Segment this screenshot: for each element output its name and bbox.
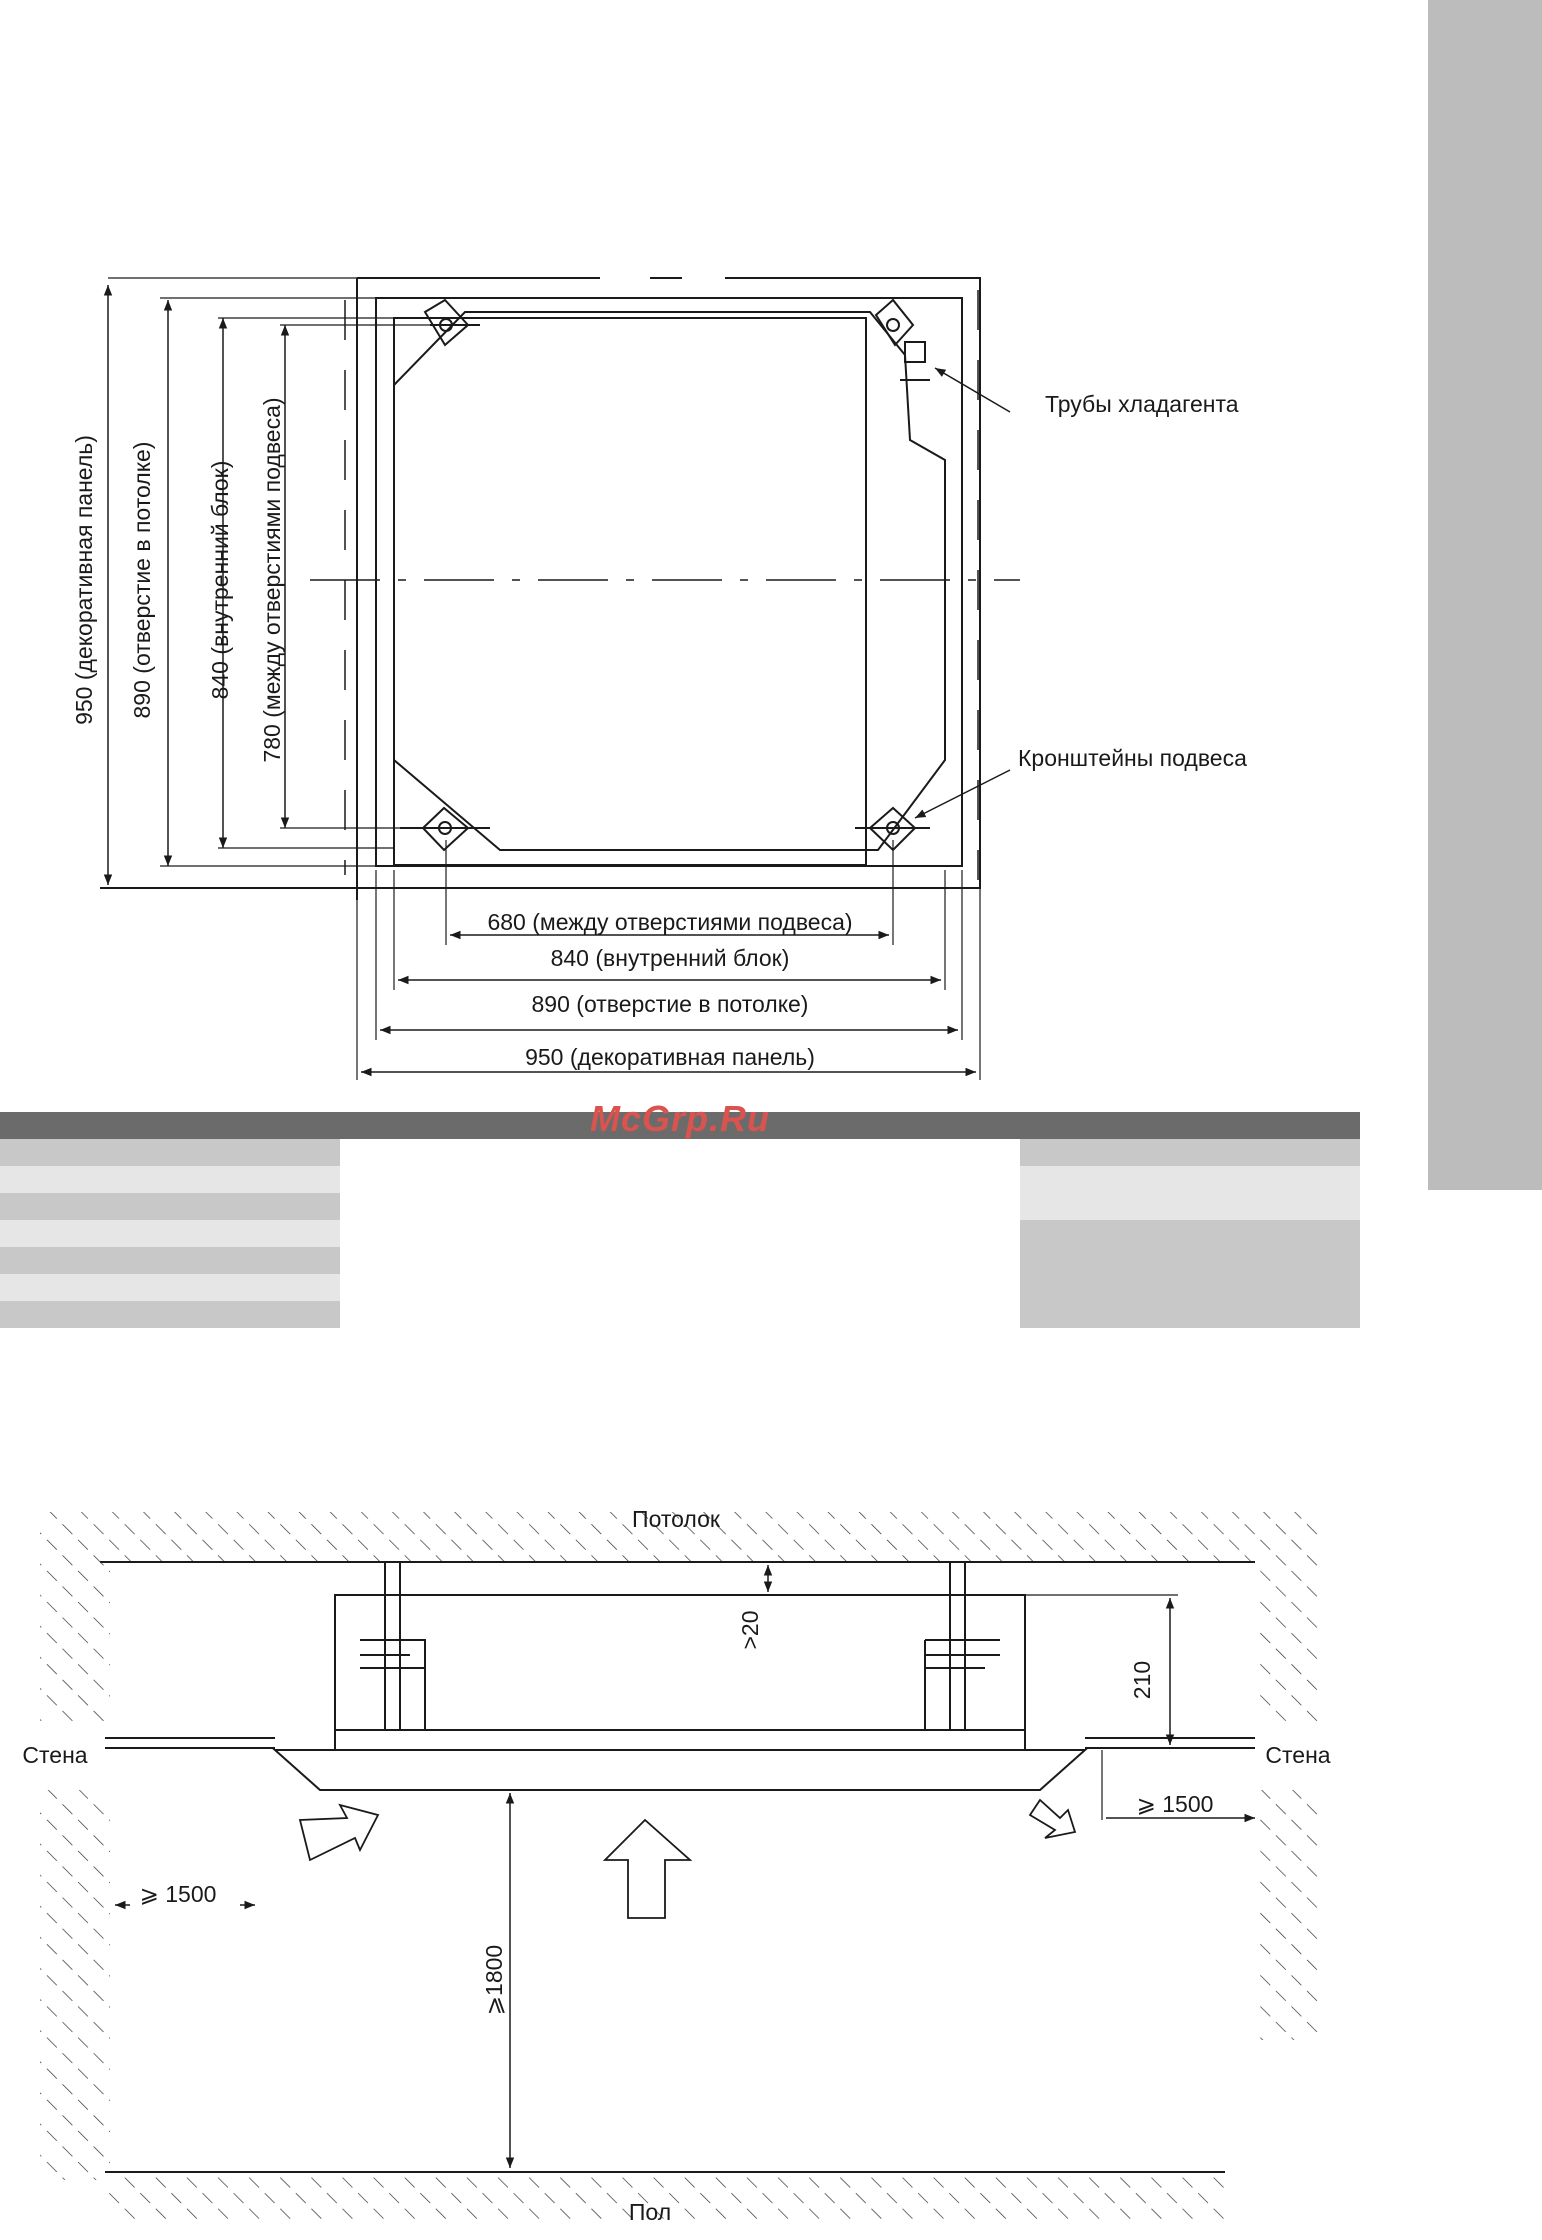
label-hanger-vertical: 780 (между отверстиями подвеса) (259, 397, 285, 763)
label-panel-vertical: 950 (декоративная панель) (71, 435, 97, 725)
label-opening-vertical: 890 (отверстие в потолке) (129, 441, 155, 719)
label-ceiling: Потолок (632, 1506, 720, 1532)
decorative-panel-section (275, 1750, 1085, 1790)
label-unit-vertical: 840 (внутренний блок) (207, 460, 233, 700)
unit-body-outline (394, 312, 945, 850)
label-panel-horizontal: 950 (декоративная панель) (525, 1044, 815, 1070)
wall-right-lower-hatch (1255, 1790, 1320, 2040)
airflow-arrow-left (300, 1805, 378, 1860)
section-view-diagram (40, 1512, 1320, 2220)
label-clearance-right: ⩾ 1500 (1136, 1791, 1214, 1817)
indoor-unit-section (335, 1595, 1025, 1750)
label-gap-top: >20 (737, 1610, 763, 1650)
label-wall-left: Стена (22, 1742, 88, 1768)
label-opening-horizontal: 890 (отверстие в потолке) (531, 991, 809, 1017)
ceiling-opening-outline (376, 298, 962, 866)
hanger-left-section (360, 1640, 425, 1730)
hanger-bracket-top-right (876, 300, 930, 380)
wall-left-lower-hatch (40, 1790, 110, 2180)
watermark-text: McGrp.Ru (589, 1098, 770, 1139)
wall-right-upper-hatch (1255, 1562, 1320, 1722)
label-unit-horizontal: 840 (внутренний блок) (550, 945, 790, 971)
indoor-unit-outline (394, 318, 866, 865)
hanger-right-section (925, 1640, 1000, 1730)
airflow-arrow-intake (605, 1820, 690, 1918)
leader-refrigerant-pipes (935, 368, 1010, 412)
wall-left-upper-hatch (40, 1562, 110, 1722)
airflow-arrow-right (1030, 1800, 1075, 1838)
label-wall-right: Стена (1265, 1742, 1331, 1768)
label-hanger-horizontal: 680 (между отверстиями подвеса) (487, 909, 853, 935)
hanger-bracket-top-left (425, 300, 480, 345)
label-floor-height: ⩾1800 (481, 1944, 507, 2016)
label-refrigerant-pipes: Трубы хладагента (1045, 391, 1239, 417)
label-unit-height: 210 (1129, 1660, 1155, 1700)
hanger-bracket-bottom-left (400, 808, 490, 850)
label-floor: Пол (628, 2199, 672, 2225)
label-clearance-left: ⩾ 1500 (139, 1881, 217, 1907)
label-hanger-brackets: Кронштейны подвеса (1018, 745, 1247, 771)
